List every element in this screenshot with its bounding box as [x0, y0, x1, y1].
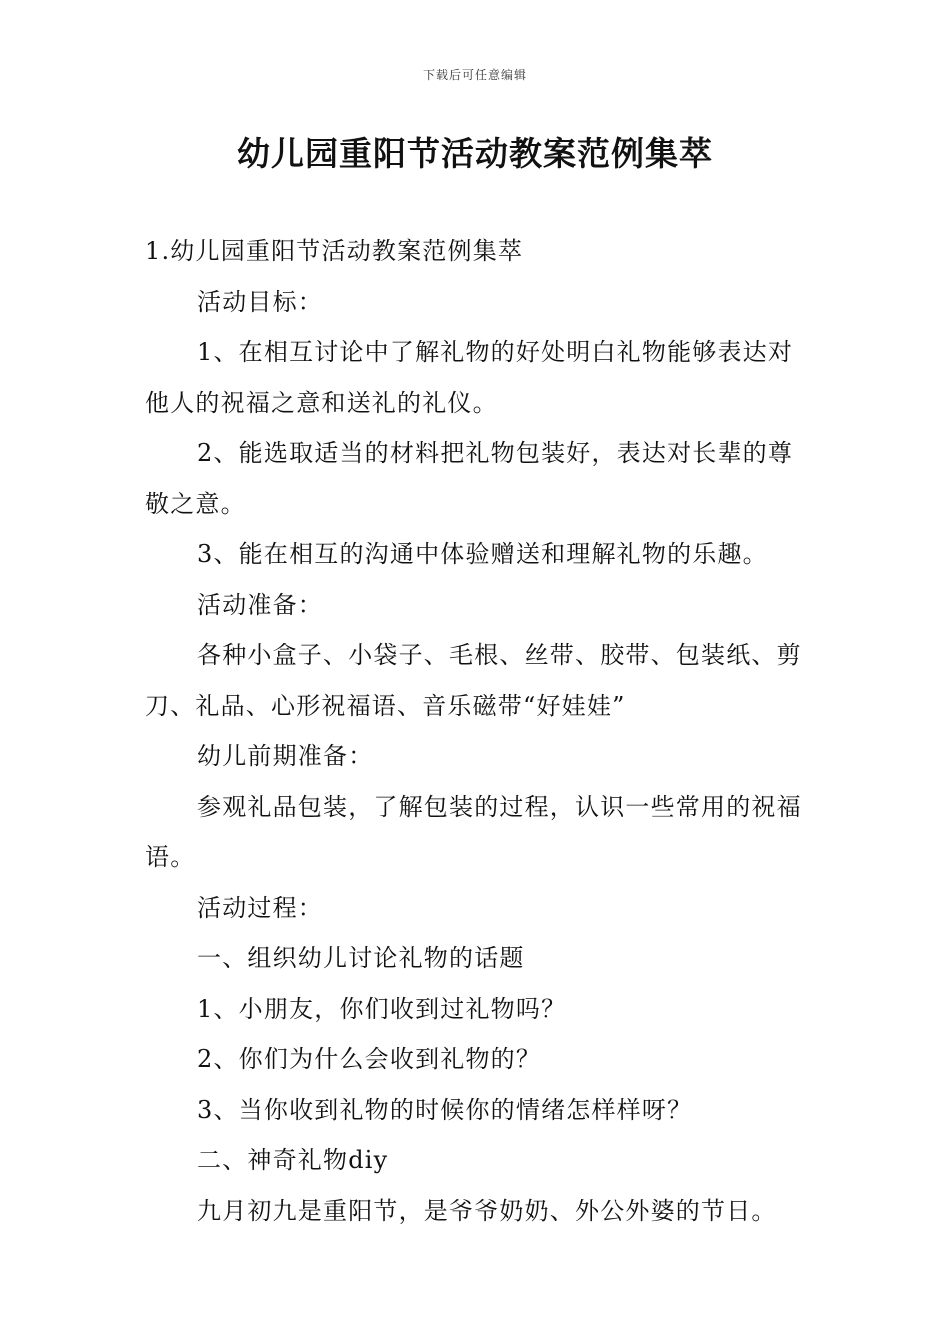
paragraph-objectives-heading: 活动目标： — [197, 287, 323, 316]
paragraph-child-preparation: 参观礼品包装，了解包装的过程，认识一些常用的祝福语。 — [145, 792, 802, 871]
paragraph-preparation-heading: 活动准备： — [197, 590, 323, 619]
section-heading: 1.幼儿园重阳节活动教案范例集萃 — [145, 237, 524, 265]
header-note: 下载后可任意编辑 — [422, 68, 527, 82]
paragraph-step-1-heading: 一、组织幼儿讨论礼物的话题 — [197, 944, 525, 972]
paragraph-objective-3: 3、能在相互的沟通中体验赠送和理解礼物的乐趣。 — [197, 540, 768, 568]
paragraph-child-preparation-heading: 幼儿前期准备： — [197, 742, 374, 770]
document-title: 幼儿园重阳节活动教案范例集萃 — [237, 134, 713, 173]
paragraph-step-2-heading: 二、神奇礼物diy — [197, 1146, 389, 1174]
document-body — [145, 226, 813, 1236]
paragraph-question-1: 1、小朋友，你们收到过礼物吗？ — [197, 994, 567, 1023]
paragraph-objective-1: 1、在相互讨论中了解礼物的好处明白礼物能够表达对他人的祝福之意和送礼的礼仪。 — [145, 338, 794, 417]
paragraph-objective-2: 2、能选取适当的材料把礼物包装好，表达对长辈的尊敬之意。 — [145, 439, 794, 518]
paragraph-question-2: 2、你们为什么会收到礼物的？ — [197, 1045, 542, 1073]
paragraph-preparation-materials: 各种小盒子、小袋子、毛根、丝带、胶带、包装纸、剪刀、礼品、心形祝福语、音乐磁带“好娃娃” — [145, 641, 802, 720]
paragraph-festival-intro: 九月初九是重阳节，是爷爷奶奶、外公外婆的节日。 — [197, 1196, 777, 1225]
paragraph-question-3: 3、当你收到礼物的时候你的情绪怎样样呀？ — [197, 1095, 693, 1124]
paragraph-process-heading: 活动过程： — [197, 893, 323, 922]
